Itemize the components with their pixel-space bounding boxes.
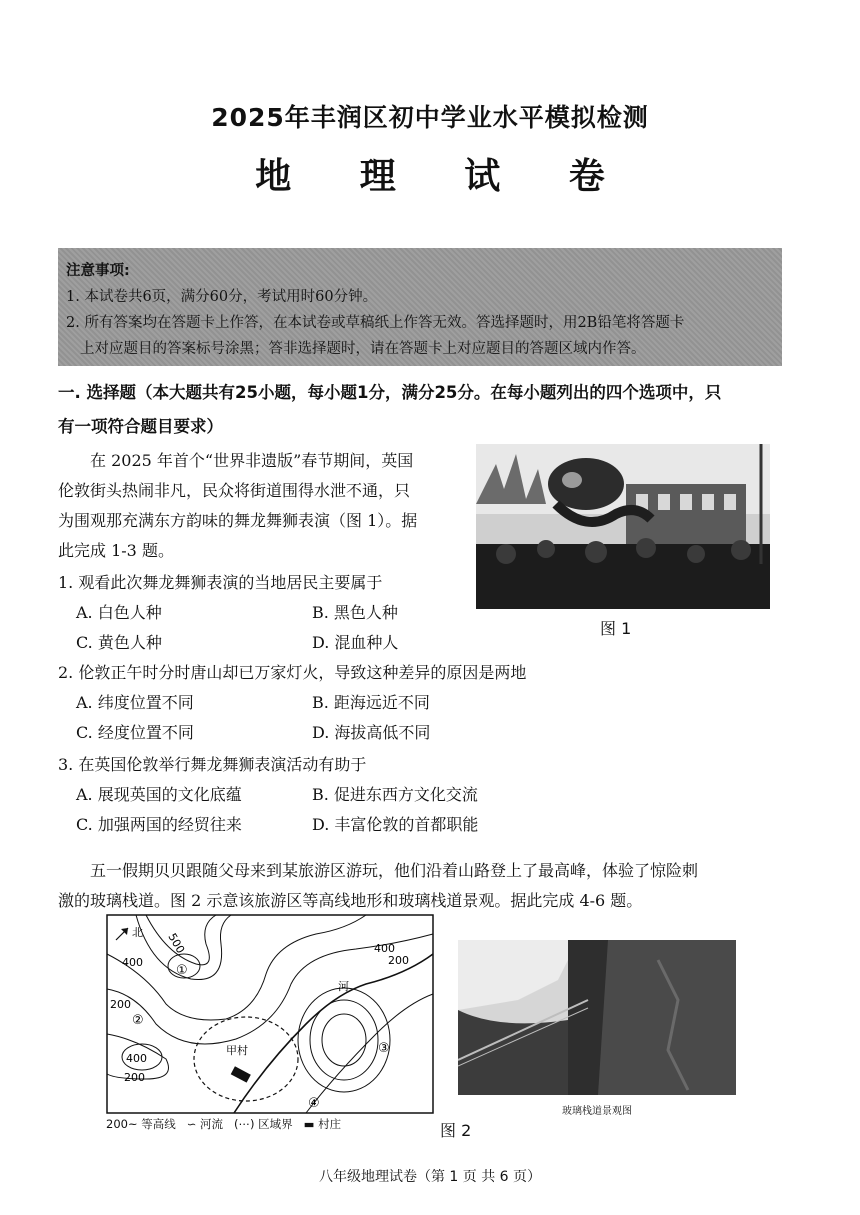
question-1-stem: 1. 观看此次舞龙舞狮表演的当地居民主要属于	[58, 573, 383, 592]
passage-1-line-1: 在 2025 年首个“世界非遗版”春节期间，英国	[90, 451, 414, 470]
question-3-stem: 3. 在英国伦敦举行舞龙舞狮表演活动有助于	[58, 755, 367, 774]
glass-walkway-photo	[458, 940, 736, 1095]
legend-village-icon: ▬	[303, 1117, 315, 1131]
question-3-option-b: B. 促进东西方文化交流	[312, 785, 478, 804]
question-1-option-d: D. 混血种人	[312, 633, 399, 652]
point-4: ④	[308, 1096, 320, 1111]
subject-title: 地 理 试 卷	[255, 156, 633, 197]
legend-contour-icon: ~	[127, 1117, 138, 1131]
passage-2-line-2: 激的玻璃栈道。图 2 示意该旅游区等高线地形和玻璃栈道景观。据此完成 4-6 题。	[58, 891, 643, 910]
section-heading	[58, 376, 788, 444]
question-2-option-a: A. 纬度位置不同	[76, 693, 194, 712]
question-1-option-b: B. 黑色人种	[312, 603, 398, 622]
notice-heading: 注意事项:	[66, 263, 130, 279]
passage-2	[58, 856, 788, 916]
question-3-option-c: C. 加强两国的经贸往来	[76, 815, 242, 834]
question-2-option-b: B. 距海远近不同	[312, 693, 430, 712]
contour-label-400-a: 400	[122, 956, 143, 969]
north-label: 北	[132, 926, 143, 939]
passage-1-line-2: 伦敦街头热闹非凡，民众将街道围得水泄不通，只	[58, 481, 411, 500]
question-2-stem: 2. 伦敦正午时分时唐山却已万家灯火，导致这种差异的原因是两地	[58, 663, 527, 682]
legend-river-label: 河流	[200, 1117, 224, 1131]
glass-walkway-caption: 玻璃栈道景观图	[562, 1106, 632, 1117]
map-legend	[106, 1116, 436, 1132]
contour-label-400-c: 400	[374, 942, 395, 955]
question-2-option-d: D. 海拔高低不同	[312, 723, 431, 742]
glass-walkway-photo-icon	[458, 940, 736, 1095]
legend-boundary-label: 区域界	[258, 1117, 293, 1131]
legend-contour-value: 200	[106, 1117, 128, 1131]
figure-1-caption: 图 1	[600, 619, 632, 638]
question-2-option-c: C. 经度位置不同	[76, 723, 194, 742]
legend-village-label: 村庄	[318, 1117, 342, 1131]
question-3-option-d: D. 丰富伦敦的首都职能	[312, 815, 479, 834]
contour-label-400-b: 400	[126, 1052, 147, 1065]
village-label: 甲村	[226, 1044, 248, 1057]
section-heading-line-2: 有一项符合题目要求）	[58, 417, 223, 436]
question-1-option-a: A. 白色人种	[76, 603, 162, 622]
river-label: 河	[338, 980, 349, 993]
page-footer: 八年级地理试卷（第 1 页 共 6 页）	[318, 1169, 542, 1185]
contour-map	[106, 914, 434, 1114]
point-2: ②	[132, 1013, 144, 1028]
notice-box	[58, 248, 782, 366]
legend-contour-label: 等高线	[141, 1117, 176, 1131]
section-heading-line-1: 一. 选择题（本大题共有25小题，每小题1分，满分25分。在每小题列出的四个选项中，只	[58, 383, 722, 402]
contour-label-500: 500	[165, 931, 188, 956]
passage-2-line-1: 五一假期贝贝跟随父母来到某旅游区游玩，他们沿着山路登上了最高峰，体验了惊险刺	[90, 861, 699, 880]
point-1: ①	[176, 963, 188, 978]
contour-label-200-a: 200	[110, 998, 131, 1011]
contour-label-200-b: 200	[124, 1071, 145, 1084]
passage-1-line-3: 为围观那充满东方韵味的舞龙舞狮表演（图 1）。据	[58, 511, 418, 530]
notice-line-3: 上对应题目的答案标号涂黑；答非选择题时，请在答题卡上对应题目的答题区域内作答。	[80, 341, 646, 357]
point-3: ③	[378, 1041, 390, 1056]
passage-1-line-4: 此完成 1-3 题。	[58, 541, 174, 560]
notice-line-1: 1. 本试卷共6页，满分60分，考试用时60分钟。	[66, 289, 378, 305]
question-3-option-a: A. 展现英国的文化底蕴	[76, 785, 242, 804]
figure-2-caption: 图 2	[440, 1121, 472, 1140]
contour-label-200-c: 200	[388, 954, 409, 967]
dragon-dance-photo-icon	[476, 444, 770, 609]
exam-title: 2025年丰润区初中学业水平模拟检测	[211, 103, 649, 132]
question-1-option-c: C. 黄色人种	[76, 633, 162, 652]
legend-river-icon: ∽	[186, 1117, 197, 1131]
passage-1	[58, 446, 468, 566]
figure-1-photo	[476, 444, 770, 609]
notice-line-2: 2. 所有答案均在答题卡上作答，在本试卷或草稿纸上作答无效。答选择题时，用2B铅笔将答题卡	[66, 315, 685, 331]
legend-boundary-icon: (⋯)	[233, 1117, 255, 1131]
